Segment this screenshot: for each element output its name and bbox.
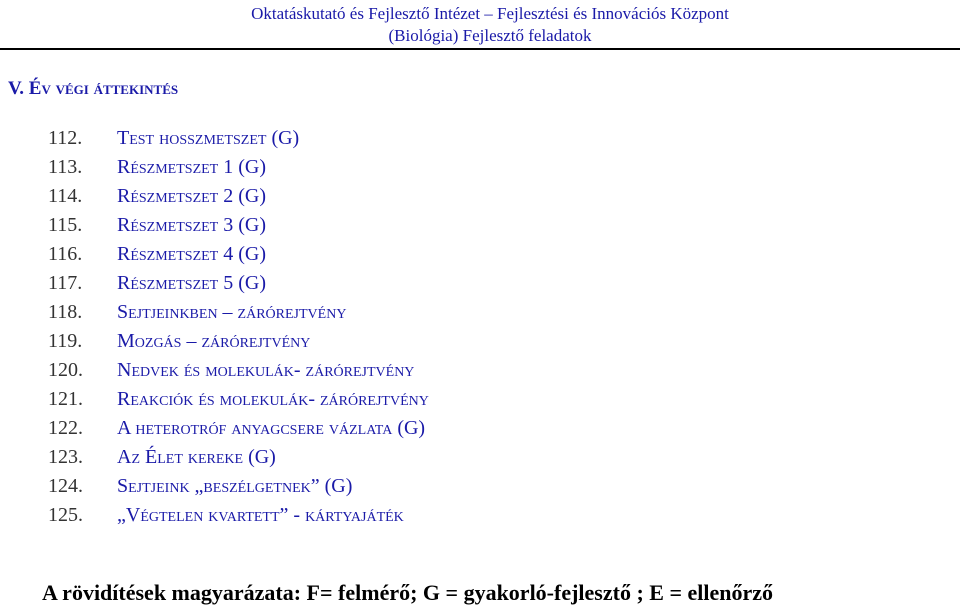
list-item — [0, 472, 960, 501]
item-label: Részmetszet 5 (G) — [117, 272, 266, 294]
header-subtitle: (Biológia) Fejlesztő feladatok — [388, 26, 592, 45]
item-label: Részmetszet 1 (G) — [117, 156, 266, 178]
task-list — [0, 124, 960, 530]
page-header — [0, 0, 960, 50]
item-number: 120. — [48, 359, 83, 381]
item-number: 121. — [48, 388, 83, 410]
item-number: 122. — [48, 417, 83, 439]
item-number: 113. — [48, 156, 83, 178]
list-item — [0, 298, 960, 327]
list-item — [0, 501, 960, 530]
item-label: Részmetszet 3 (G) — [117, 214, 266, 236]
item-label: A heterotróf anyagcsere vázlata (G) — [117, 417, 426, 439]
list-item — [0, 414, 960, 443]
item-number: 123. — [48, 446, 83, 468]
item-label: Sejtjeinkben – zárórejtvény — [117, 301, 347, 323]
item-number: 112. — [48, 127, 83, 149]
item-number: 116. — [48, 243, 83, 265]
item-label: „Végtelen kvartett” - kártyajáték — [117, 504, 404, 526]
list-item — [0, 240, 960, 269]
item-label: Részmetszet 4 (G) — [117, 243, 266, 265]
item-number: 114. — [48, 185, 83, 207]
list-item — [0, 153, 960, 182]
item-number: 118. — [48, 301, 83, 323]
item-label: Reakciók és molekulák- zárórejtvény — [117, 388, 429, 410]
item-label: Sejtjeink „beszélgetnek” (G) — [117, 475, 353, 497]
list-item — [0, 124, 960, 153]
list-item — [0, 211, 960, 240]
list-item — [0, 385, 960, 414]
item-label: Nedvek és molekulák- zárórejtvény — [117, 359, 415, 381]
list-item — [0, 269, 960, 298]
item-number: 124. — [48, 475, 83, 497]
item-number: 119. — [48, 330, 83, 352]
list-item — [0, 356, 960, 385]
list-item — [0, 327, 960, 356]
item-label: Test hosszmetszet (G) — [117, 127, 300, 149]
item-label: Mozgás – zárórejtvény — [117, 330, 311, 352]
item-number: 125. — [48, 504, 83, 526]
section-title: V. Év végi áttekintés — [8, 78, 179, 99]
item-number: 117. — [48, 272, 83, 294]
item-label: Az Élet kereke (G) — [117, 446, 276, 468]
abbreviation-legend: A rövidítések magyarázata: F= felmérő; G = gyakorló-fejlesztő ; E = ellenőrző — [42, 580, 774, 605]
list-item — [0, 443, 960, 472]
header-institution: Oktatáskutató és Fejlesztő Intézet – Fejlesztési és Innovációs Központ — [251, 4, 729, 23]
item-label: Részmetszet 2 (G) — [117, 185, 266, 207]
list-item — [0, 182, 960, 211]
item-number: 115. — [48, 214, 83, 236]
